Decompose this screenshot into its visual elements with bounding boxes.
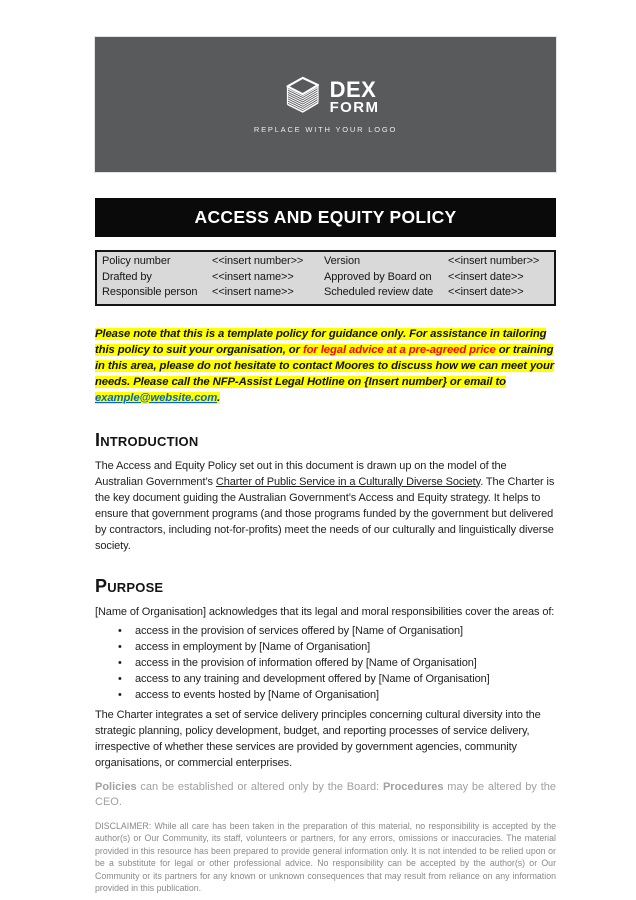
email-link[interactable]: example@website.com [95,391,218,404]
page-title: ACCESS AND EQUITY POLICY [194,207,457,227]
introduction-text: . The Charter is the key document guiding the Australian Government’s Access and Equity strategy. It helps to ensure that government programs (and those programs funded by the government but delivered by contractors, including not-for-profits) meet the needs of our culturally and linguistically diverse society. [95,475,555,552]
list-item: • access in the provision of services offered by [Name of Organisation] [118,623,556,639]
meta-label-responsible-person: Responsible person [102,286,198,298]
list-item: • access in the provision of information offered by [Name of Organisation] [118,655,556,671]
introduction-paragraph [95,458,556,554]
introduction-heading: Introduction [95,429,199,450]
logo-tagline: REPLACE WITH YOUR LOGO [253,125,398,134]
meta-value-version: <<insert number>> [448,255,540,267]
meta-value-policy-number: <<insert number>> [212,255,304,267]
purpose-lead-paragraph: [Name of Organisation] acknowledges that its legal and moral responsibilities cover the areas of: [95,605,555,618]
notice-text: or training in this area, please do not hesitate to contact Moores to discuss how we can meet your needs. Please call the NFP-Assist Legal Hotline on {Insert number} or email to [95,343,555,388]
meta-label-version: Version [324,255,360,267]
table-row [97,254,554,270]
meta-value-drafted-by: <<insert name>> [212,270,294,283]
meta-value-review-date: <<insert date>> [448,286,524,298]
paper-stack-icon [272,75,322,119]
logo [272,75,380,119]
brand-wordmark [329,76,380,116]
purpose-heading: Purpose [95,575,164,596]
governance-text: can be established or altered only by the Board: [136,780,383,793]
governance-text: may be altered by the CEO. [95,780,556,808]
purpose-closing-paragraph: The Charter integrates a set of service delivery principles concerning cultural diversity into the strategic planning, policy development, budget, and reporting processes of service delivery, irrespective of whether these services are provided by government agencies, community organisations, or commercial enterprises. [95,708,541,769]
document-title-bar [95,198,556,237]
table-row [97,270,554,286]
meta-label-drafted-by: Drafted by [102,270,152,283]
list-item: • access to events hosted by [Name of Organisation] [118,687,556,703]
charter-reference: Charter of Public Service in a Culturally Diverse Society [215,475,481,488]
notice-text: . [217,391,221,404]
table-row [97,285,554,301]
notice-text: Please note that this is a template policy for guidance only. For assistance in tailoring this policy to suit your organisation, or [95,327,547,356]
introduction-text: The Access and Equity Policy set out in this document is drawn up on the model of the Australian Government’s [95,459,507,488]
meta-label-review-date: Scheduled review date [324,286,434,298]
meta-value-approved-on: <<insert date>> [448,270,524,283]
disclaimer-text: DISCLAIMER: While all care has been taken in the preparation of this material, no responsibility is accepted by the author(s) or Our Community, its staff, volunteers or partners, for any errors, omissions or inaccuracies. The material provided in this resource has been prepared to provide general information only. It is not intended to be relied upon or be a substitute for legal or other professional advice. No responsibility can be accepted by the author(s) or Our Community or its partners for any known or unknown consequences that may result from reliance on any information provided in this publication. [95,820,556,894]
meta-value-responsible-person: <<insert name>> [212,286,294,298]
brand-name-form: FORM [329,98,380,116]
policy-meta-table [95,250,556,306]
notice-legal-advice-text: for legal advice at a pre-agreed price [302,343,496,356]
list-item: • access in employment by [Name of Organisation] [118,639,556,655]
meta-label-approved-on: Approved by Board on [324,270,432,283]
template-notice [95,326,556,406]
policies-label: Policies [95,780,137,793]
procedures-label: Procedures [382,780,444,793]
logo-banner [95,37,556,172]
purpose-bullet-list [95,623,556,703]
governance-note [95,780,556,810]
list-item: • access to any training and development offered by [Name of Organisation] [118,671,556,687]
meta-label-policy-number: Policy number [102,255,171,267]
brand-name-dex: DEX [329,76,377,102]
